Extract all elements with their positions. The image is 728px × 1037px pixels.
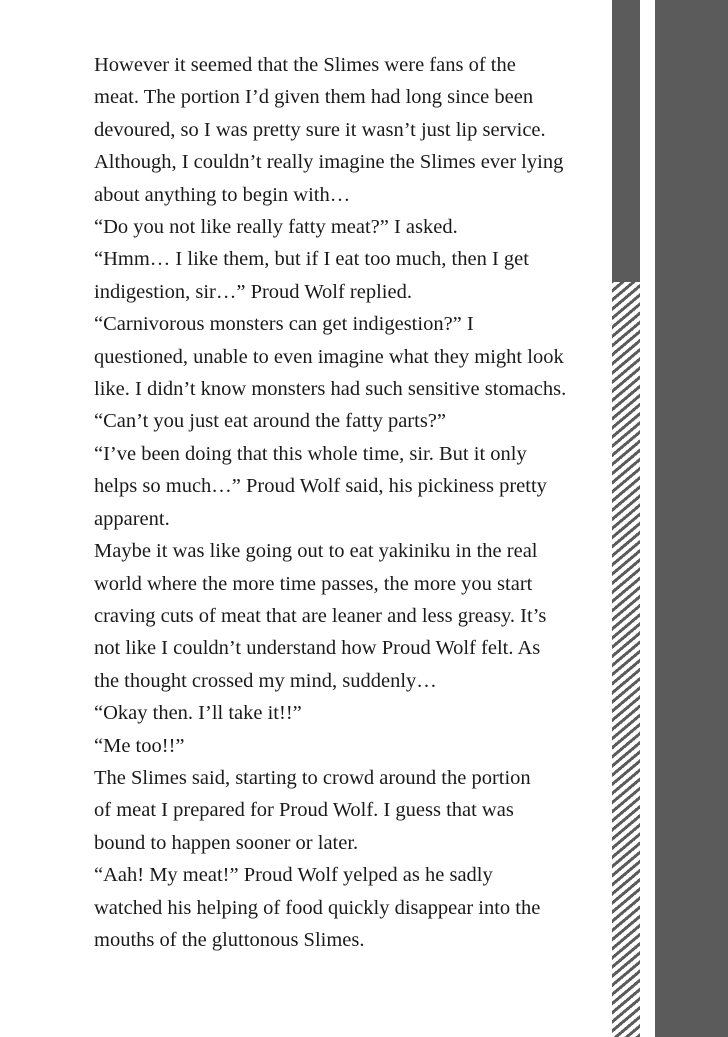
text-line: meat. The portion I’d given them had long since been bbox=[94, 86, 534, 109]
text-line: The Slimes said, starting to crowd around the portion bbox=[94, 766, 531, 789]
text-line: questioned, unable to even imagine what they might look bbox=[94, 345, 564, 368]
text-line: of meat I prepared for Proud Wolf. I guess that was bbox=[94, 799, 514, 822]
text-line: However it seemed that the Slimes were fans of the bbox=[94, 54, 516, 76]
text-line: “Can’t you just eat around the fatty parts?” bbox=[94, 410, 446, 433]
text-line: helps so much…” Proud Wolf said, his pickiness pretty bbox=[94, 475, 547, 498]
text-line: “I’ve been doing that this whole time, sir. But it only bbox=[94, 442, 527, 465]
text-line: world where the more time passes, the more you start bbox=[94, 572, 533, 595]
text-line: apparent. bbox=[94, 507, 170, 530]
text-line: about anything to begin with… bbox=[94, 183, 351, 206]
text-line: not like I couldn’t understand how Proud Wolf felt. As bbox=[94, 637, 541, 660]
paragraph bbox=[66, 211, 586, 243]
text-line: “Aah! My meat!” Proud Wolf yelped as he sadly bbox=[94, 864, 493, 887]
body-text bbox=[66, 49, 586, 956]
text-line: “Hmm… I like them, but if I eat too much, then I get bbox=[94, 248, 529, 271]
text-line: “Carnivorous monsters can get indigestion?” I bbox=[94, 313, 474, 336]
text-line: “Me too!!” bbox=[94, 734, 185, 757]
paragraph bbox=[66, 730, 586, 762]
paragraph bbox=[66, 697, 586, 729]
text-line: “Do you not like really fatty meat?” I asked. bbox=[94, 216, 458, 239]
paragraph bbox=[66, 762, 586, 859]
text-line: Maybe it was like going out to eat yakiniku in the real bbox=[94, 540, 538, 563]
text-line: indigestion, sir…” Proud Wolf replied. bbox=[94, 280, 412, 303]
text-line: the thought crossed my mind, suddenly… bbox=[94, 669, 437, 692]
text-line: Although, I couldn’t really imagine the Slimes ever lying bbox=[94, 151, 564, 174]
text-line: bound to happen sooner or later. bbox=[94, 831, 359, 854]
text-line: craving cuts of meat that are leaner and less greasy. It’s bbox=[94, 604, 547, 627]
paragraph bbox=[66, 49, 586, 211]
text-line: mouths of the gluttonous Slimes. bbox=[94, 928, 365, 951]
text-line: watched his helping of food quickly disappear into the bbox=[94, 896, 541, 919]
paragraph bbox=[66, 535, 586, 697]
text-line: devoured, so I was pretty sure it wasn’t just lip service. bbox=[94, 118, 546, 141]
paragraph bbox=[66, 308, 586, 438]
edge-bar-solid bbox=[612, 0, 640, 282]
text-line: like. I didn’t know monsters had such sensitive stomachs. bbox=[94, 378, 567, 401]
paragraph bbox=[66, 438, 586, 535]
text-line: “Okay then. I’ll take it!!” bbox=[94, 702, 302, 725]
edge-bar-right bbox=[655, 0, 728, 1037]
paragraph bbox=[66, 859, 586, 956]
paragraph bbox=[66, 243, 586, 308]
edge-bar-striped bbox=[612, 282, 640, 1037]
